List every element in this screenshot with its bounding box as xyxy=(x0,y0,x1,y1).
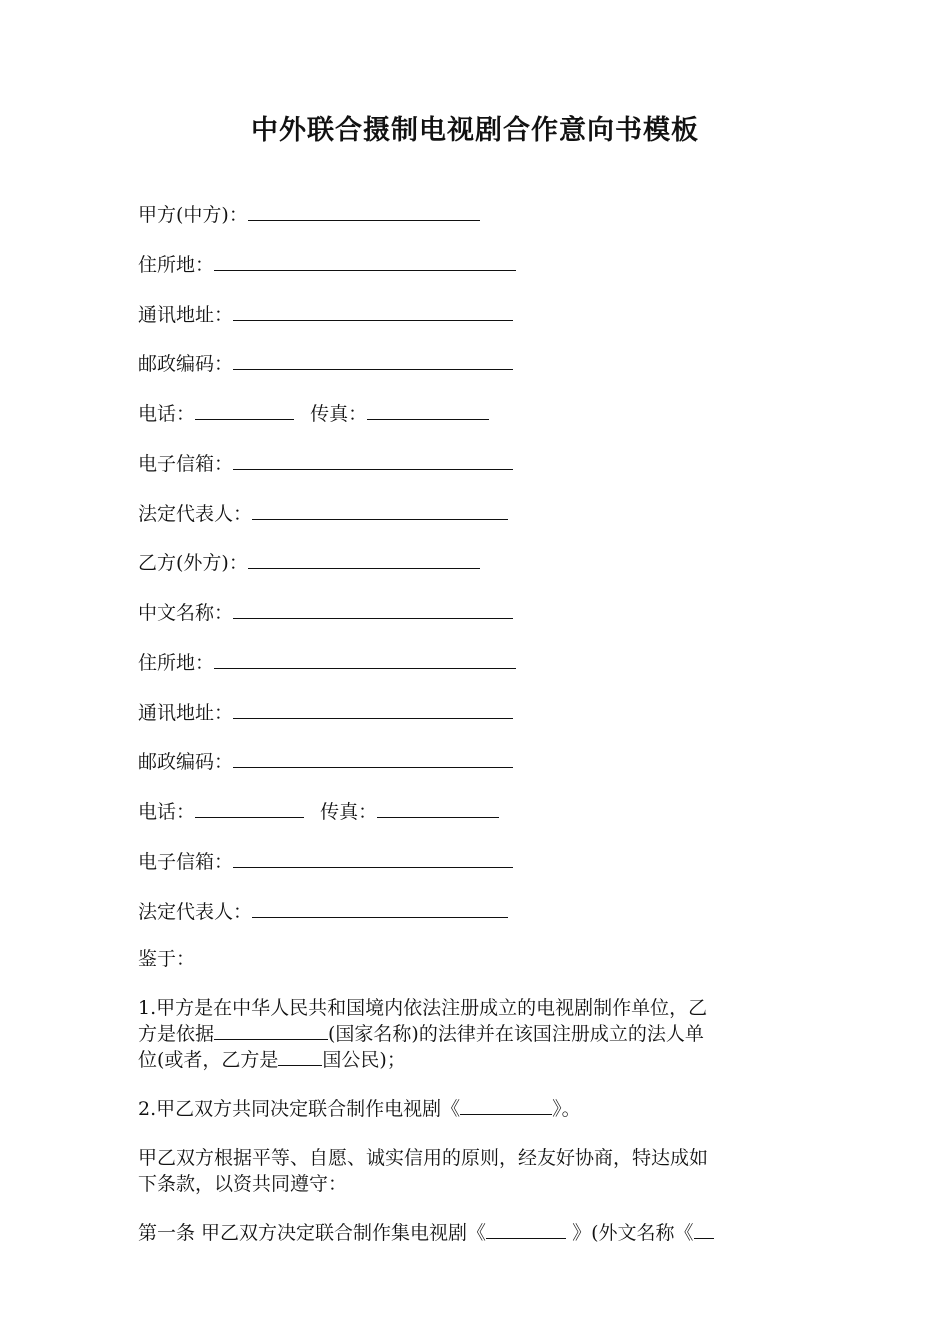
party-a-postcode-line xyxy=(138,349,513,377)
party-b-chinese-name-line xyxy=(138,598,513,626)
party-b-fax-label: 传真： xyxy=(320,801,378,823)
clause-2-text-b: 》。 xyxy=(552,1098,581,1120)
party-a-mail-address-label: 通讯地址： xyxy=(138,304,234,326)
party-b-mail-address-line xyxy=(138,698,513,726)
party-a-legal-rep-blank xyxy=(252,499,508,520)
clause-1-text-c: 位(或者，乙方是 xyxy=(138,1049,279,1071)
clause-2-line xyxy=(138,1096,581,1122)
party-a-fax-label: 传真： xyxy=(310,403,368,425)
clause-2-text-a: 2.甲乙双方共同决定联合制作电视剧《 xyxy=(138,1098,461,1120)
party-a-address-blank xyxy=(214,250,516,271)
clause-1-text-b: (国家名称)的法律并在该国注册成立的法人单 xyxy=(328,1023,704,1045)
party-b-mail-address-label: 通讯地址： xyxy=(138,702,234,724)
party-b-name-blank xyxy=(248,548,480,569)
article-1-text-a: 第一条 甲乙双方决定联合制作集电视剧《 xyxy=(138,1222,487,1244)
party-a-mail-address-line xyxy=(138,300,513,328)
party-b-phone-fax-line xyxy=(138,797,499,825)
party-b-phone-label: 电话： xyxy=(138,801,196,823)
party-b-legal-rep-line xyxy=(138,897,508,925)
party-b-address-blank xyxy=(214,648,516,669)
clause-1-line-3 xyxy=(138,1047,406,1073)
party-b-address-label: 住所地： xyxy=(138,652,215,674)
party-b-postcode-label: 邮政编码： xyxy=(138,751,234,773)
party-a-legal-rep-line xyxy=(138,499,508,527)
party-a-address-label: 住所地： xyxy=(138,254,215,276)
party-b-mail-address-blank xyxy=(233,698,513,719)
party-b-email-line xyxy=(138,847,513,875)
foreign-title-blank xyxy=(694,1220,714,1239)
party-a-legal-rep-label: 法定代表人： xyxy=(138,503,253,525)
party-b-address-line xyxy=(138,648,516,676)
party-a-name-blank xyxy=(248,200,480,221)
article-1-text-b: 》(外文名称《 xyxy=(566,1222,694,1244)
party-a-email-blank xyxy=(233,449,513,470)
article-1-title-blank xyxy=(486,1220,566,1239)
intro-line-2: 下条款，以资共同遵守： xyxy=(138,1173,348,1195)
party-b-heading-line xyxy=(138,548,480,576)
party-a-phone-label: 电话： xyxy=(138,403,196,425)
party-b-heading: 乙方(外方)： xyxy=(138,552,248,574)
party-b-postcode-line xyxy=(138,747,513,775)
party-b-email-blank xyxy=(233,847,513,868)
party-b-postcode-blank xyxy=(233,747,513,768)
document-title: 中外联合摄制电视剧合作意向书模板 xyxy=(251,115,699,146)
party-a-postcode-blank xyxy=(233,349,513,370)
article-1-line xyxy=(138,1220,714,1246)
party-b-legal-rep-blank xyxy=(252,897,508,918)
nationality-blank xyxy=(278,1047,322,1066)
party-a-email-line xyxy=(138,449,513,477)
clause-1-text-d: 国公民)； xyxy=(322,1049,406,1071)
party-b-phone-blank xyxy=(195,797,304,818)
party-a-address-line xyxy=(138,250,516,278)
party-b-email-label: 电子信箱： xyxy=(138,851,234,873)
series-title-blank xyxy=(460,1096,552,1115)
intro-line-1: 甲乙双方根据平等、自愿、诚实信用的原则，经友好协商，特达成如 xyxy=(138,1147,709,1169)
country-name-blank xyxy=(214,1021,328,1040)
party-a-heading-line xyxy=(138,200,480,228)
party-a-heading: 甲方(中方)： xyxy=(138,204,248,226)
party-b-legal-rep-label: 法定代表人： xyxy=(138,901,253,923)
party-b-chinese-name-blank xyxy=(233,598,513,619)
whereas-heading: 鉴于： xyxy=(138,948,196,970)
party-a-fax-blank xyxy=(367,399,489,420)
party-a-mail-address-blank xyxy=(233,300,513,321)
party-a-phone-fax-line xyxy=(138,399,489,427)
clause-1-line-1: 1.甲方是在中华人民共和国境内依法注册成立的电视剧制作单位，乙 xyxy=(138,997,708,1019)
party-b-fax-blank xyxy=(377,797,499,818)
party-a-postcode-label: 邮政编码： xyxy=(138,353,234,375)
party-a-email-label: 电子信箱： xyxy=(138,453,234,475)
party-a-phone-blank xyxy=(195,399,294,420)
clause-1-text-a: 方是依据 xyxy=(138,1023,215,1045)
party-b-chinese-name-label: 中文名称： xyxy=(138,602,234,624)
clause-1-line-2 xyxy=(138,1021,704,1047)
